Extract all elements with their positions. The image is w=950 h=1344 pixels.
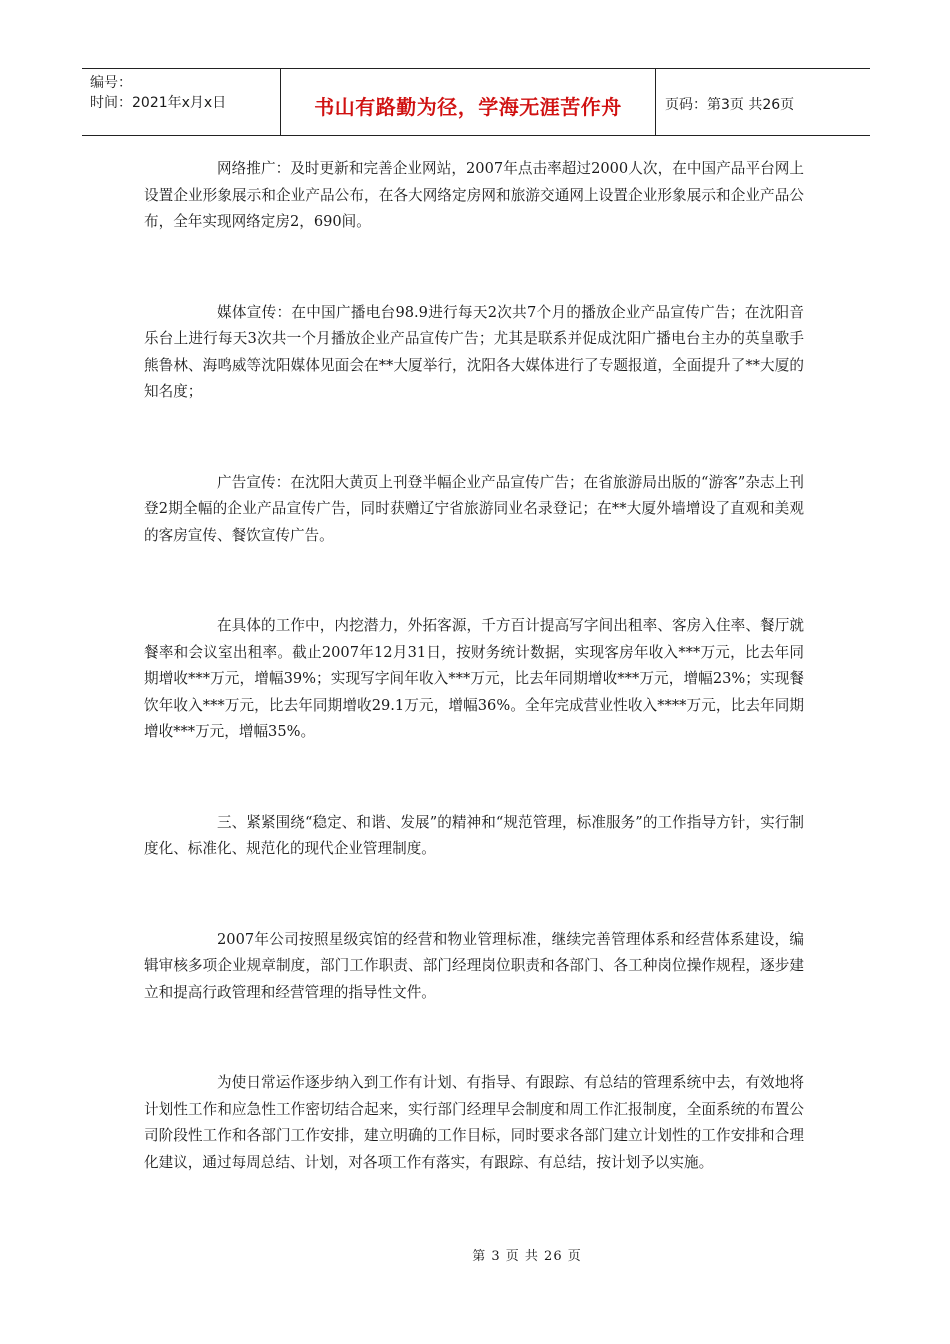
header-motto-cell	[281, 69, 656, 135]
paragraph-operations: 为使日常运作逐步纳入到工作有计划、有指导、有跟踪、有总结的管理系统中去，有效地将计划性工作和应急性工作密切结合起来，实行部门经理早会制度和周工作汇报制度，全面系统的布置公司阶段性工作和各部门工作安排，建立明确的工作目标，同时要求各部门建立计划性的工作安排和合理化建议，通过每周总结、计划，对各项工作有落实，有跟踪、有总结，按计划予以实施。	[144, 1074, 804, 1171]
header-meta	[82, 69, 281, 135]
paragraph-section-three: 三、紧紧围绕“稳定、和谐、发展”的精神和“规范管理，标准服务”的工作指导方针，实行制度化、标准化、规范化的现代企业管理制度。	[144, 813, 804, 857]
paragraph-revenue: 在具体的工作中，内挖潜力，外拓客源，千方百计提高写字间出租率、客房入住率、餐厅就餐率和会议室出租率。截止2007年12月31日，按财务统计数据，实现客房年收入***万元，比去年同期增收***万元，增幅39%；实现写字间年收入***万元，比去年同期增收***万元，增幅23%；实现餐饮年收入***万元，比去年同期增收29.1万元，增幅36%。全年完成营业性收入****万元，比去年同期增收***万元，增幅35%。	[144, 617, 804, 740]
page-header	[82, 68, 870, 136]
document-body	[144, 156, 804, 1176]
number-label: 编号：	[90, 75, 132, 91]
page-footer	[0, 1245, 950, 1264]
header-page-info: 页码：第3页 共26页	[665, 97, 795, 113]
paragraph-advertising: 广告宣传：在沈阳大黄页上刊登半幅企业产品宣传广告；在省旅游局出版的“游客”杂志上刊登2期全幅的企业产品宣传广告，同时获赠辽宁省旅游同业名录登记；在**大厦外墙增设了直观和美观的客房宣传、餐饮宣传广告。	[144, 473, 804, 544]
motto-text: 书山有路勤为径，学海无涯苦作舟	[314, 94, 622, 119]
footer-page-number: 第 3 页 共 26 页	[472, 1249, 582, 1264]
paragraph-network-promotion: 网络推广：及时更新和完善企业网站，2007年点击率超过2000人次，在中国产品平台网上设置企业形象展示和企业产品公布，在各大网络定房网和旅游交通网上设置企业形象展示和企业产品公布，全年实现网络定房2，690间。	[144, 160, 804, 230]
date-line: 时间：2021年x月x日	[90, 95, 227, 111]
paragraph-standards: 2007年公司按照星级宾馆的经营和物业管理标准，继续完善管理体系和经营体系建设，编辑审核多项企业规章制度，部门工作职责、部门经理岗位职责和各部门、各工种岗位操作规程，逐步建立和提高行政管理和经营管理的指导性文件。	[144, 930, 804, 1001]
paragraph-media-promotion: 媒体宣传：在中国广播电台98.9进行每天2次共7个月的播放企业产品宣传广告；在沈阳音乐台上进行每天3次共一个月播放企业产品宣传广告；尤其是联系并促成沈阳广播电台主办的英皇歌手熊鲁林、海鸣威等沈阳媒体见面会在**大厦举行，沈阳各大媒体进行了专题报道，全面提升了**大厦的知名度；	[144, 303, 804, 400]
